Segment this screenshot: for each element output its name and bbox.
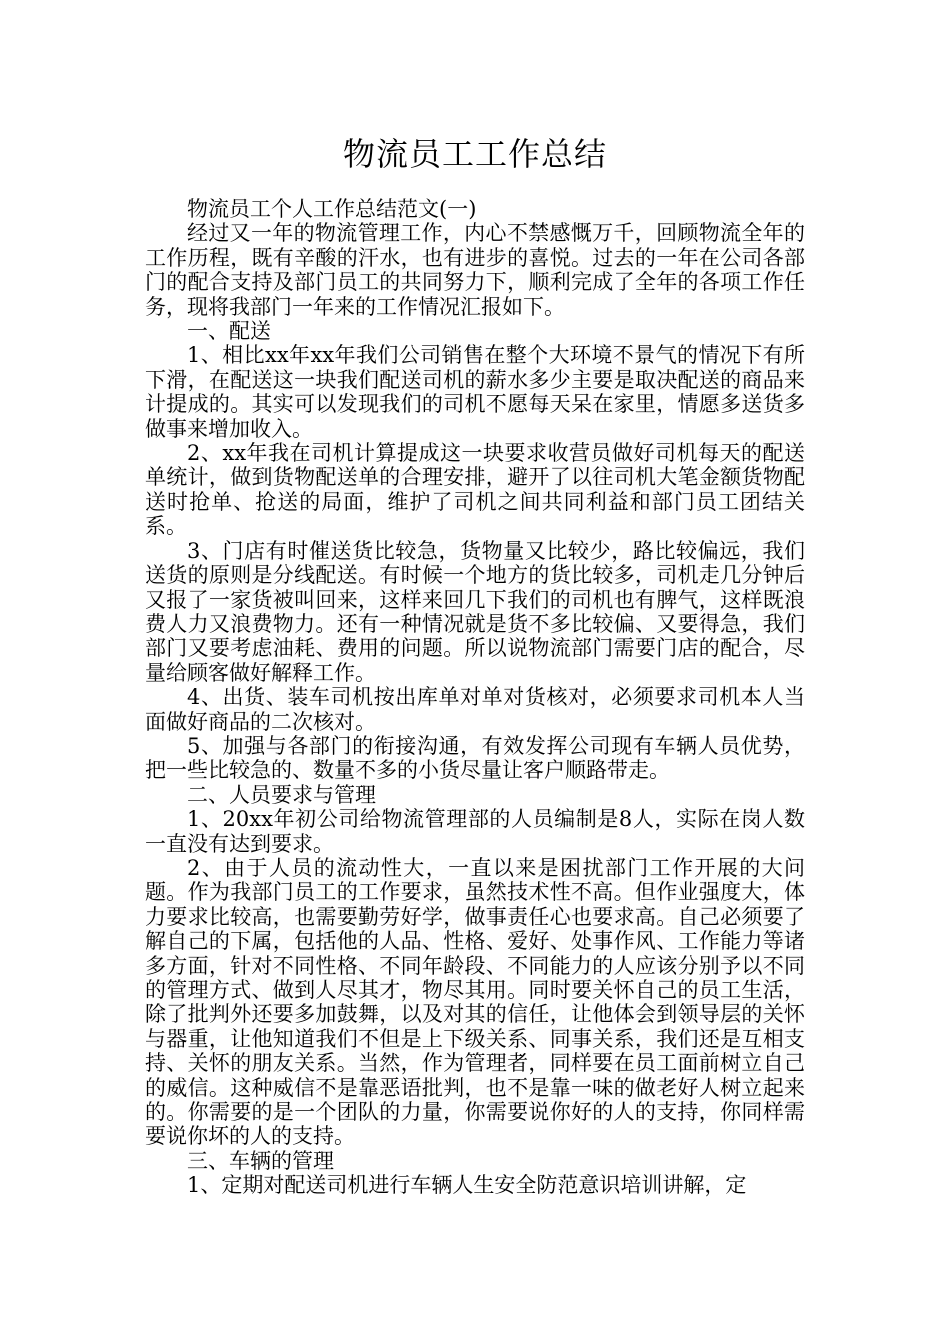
- paragraph: 5、加强与各部门的衔接沟通，有效发挥公司现有车辆人员优势，把一些比较急的、数量不多的小货尽量让客户顺路带走。: [145, 733, 805, 783]
- section-heading: 一、配送: [187, 319, 271, 344]
- paragraph: 3、门店有时催送货比较急，货物量又比较少，路比较偏远，我们送货的原则是分线配送。有时候一个地方的货比较多，司机走几分钟后又报了一家货被叫回来，这样来回几下我们的司机也有脾气，这样既浪费人力又浪费物力。还有一种情况就是货不多比较偏、又要得急，我们部门又要考虑油耗、费用的问题。所以说物流部门需要门店的配合，尽量给顾客做好解释工作。: [145, 538, 805, 685]
- paragraph: 1、相比xx年xx年我们公司销售在整个大环境不景气的情况下有所下滑，在配送这一块我们配送司机的薪水多少主要是取决配送的商品来计提成的。其实可以发现我们的司机不愿每天呆在家里，情愿多送货多做事来增加收入。: [145, 343, 805, 441]
- paragraph: 1、定期对配送司机进行车辆人生安全防范意识培训讲解，定: [187, 1173, 747, 1198]
- section-heading: 三、车辆的管理: [187, 1148, 334, 1173]
- document-title: 物流员工工作总结: [342, 135, 607, 173]
- paragraph: 1、20xx年初公司给物流管理部的人员编制是8人，实际在岗人数一直没有达到要求。: [145, 807, 805, 856]
- paragraph: 4、出货、装车司机按出库单对单对货核对，必须要求司机本人当面做好商品的二次核对。: [145, 685, 805, 734]
- subtitle: 物流员工个人工作总结范文(一): [187, 197, 477, 221]
- intro-paragraph: 经过又一年的物流管理工作，内心不禁感慨万千，回顾物流全年的工作历程，既有辛酸的汗水，也有进步的喜悦。过去的一年在公司各部门的配合支持及部门员工的共同努力下，顺利完成了全年的各项工作任务，现将我部门一年来的工作情况汇报如下。: [145, 221, 805, 319]
- document-page: [145, 0, 805, 1198]
- paragraph: 2、xx年我在司机计算提成这一块要求收营员做好司机每天的配送单统计，做到货物配送单的合理安排，避开了以往司机大笔金额货物配送时抢单、抢送的局面，维护了司机之间共同利益和部门员工团结关系。: [145, 441, 805, 539]
- paragraph: 2、由于人员的流动性大，一直以来是困扰部门工作开展的大问题。作为我部门员工的工作要求，虽然技术性不高。但作业强度大，体力要求比较高，也需要勤劳好学，做事责任心也要求高。自己必须要了解自己的下属，包括他的人品、性格、爱好、处事作风、工作能力等诸多方面，针对不同性格、不同年龄段、不同能力的人应该分别予以不同的管理方式、做到人尽其才，物尽其用。同时要关怀自己的员工生活，除了批判外还要多加鼓舞，以及对其的信任，让他体会到领导层的关怀与器重，让他知道我们不但是上下级关系、同事关系，我们还是互相支持、关怀的朋友关系。当然，作为管理者，同样要在员工面前树立自己的威信。这种威信不是靠恶语批判，也不是靠一味的做老好人树立起来的。你需要的是一个团队的力量，你需要说你好的人的支持，你同样需要说你坏的人的支持。: [145, 855, 805, 1149]
- document-body: [145, 197, 805, 1198]
- section-heading: 二、人员要求与管理: [187, 782, 376, 807]
